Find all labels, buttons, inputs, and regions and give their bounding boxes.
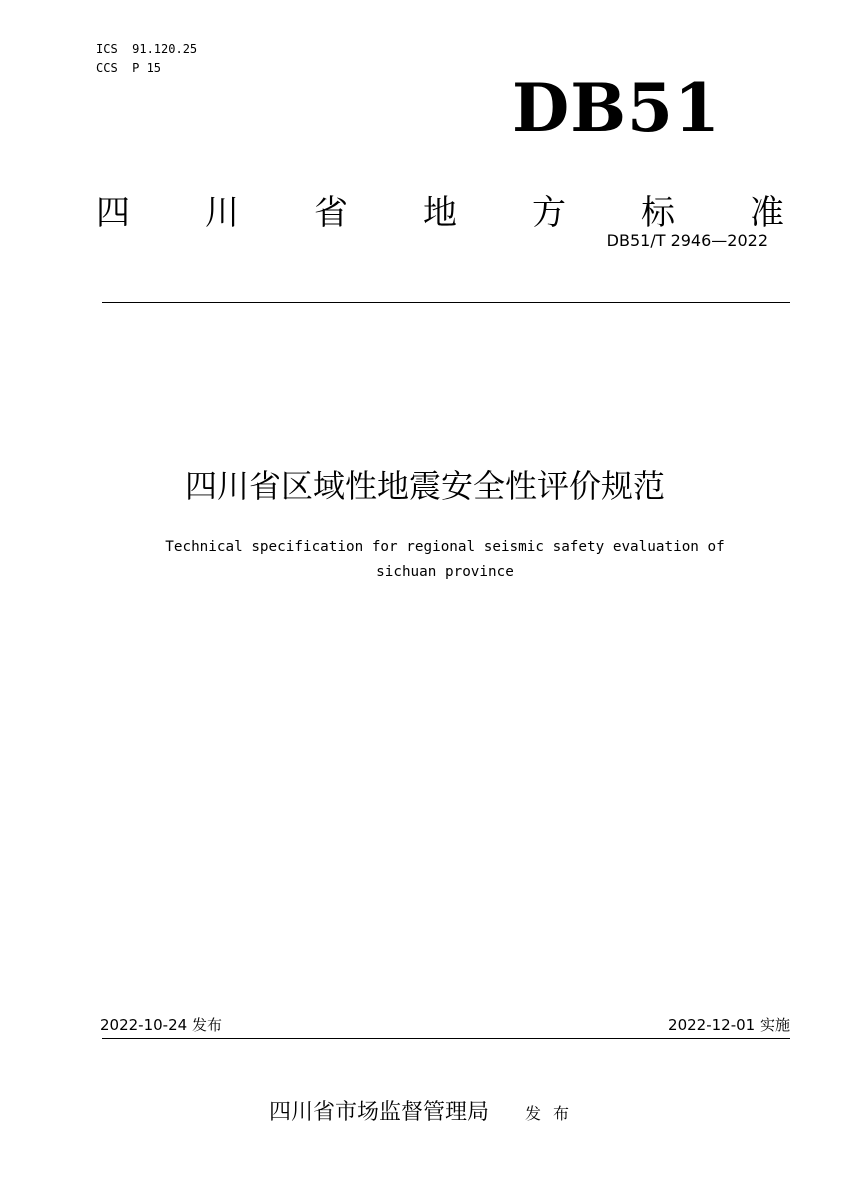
document-title-english [100, 535, 790, 585]
standard-type-char: 省 [314, 192, 348, 233]
standard-number: DB51/T 2946—2022 [606, 231, 768, 250]
top-divider [102, 302, 790, 303]
ics-code: ICS 91.120.25 [96, 42, 198, 56]
standard-type-char: 四 [96, 192, 130, 233]
ccs-code: CCS P 15 [96, 61, 162, 75]
publisher-line [0, 1098, 850, 1129]
english-title-line: sichuan province [376, 564, 514, 580]
issue-date: 2022-10-24 发布 [100, 1016, 222, 1034]
document-title-chinese: 四川省区域性地震安全性评价规范 [184, 467, 665, 505]
english-title-line: Technical specification for regional seismic safety evaluation of [165, 539, 725, 555]
publisher-name: 四川省市场监督管理局 [268, 1100, 489, 1125]
classification-codes [96, 40, 197, 78]
standard-type-heading [96, 187, 784, 231]
standard-type-char: 川 [205, 192, 239, 233]
standard-type-char: 准 [750, 192, 784, 233]
publish-action: 发布 [525, 1104, 582, 1123]
standard-logo: DB51 [512, 69, 721, 147]
implementation-date: 2022-12-01 实施 [668, 1016, 790, 1034]
standard-type-char: 方 [532, 192, 566, 233]
bottom-divider [102, 1038, 790, 1039]
standard-type-char: 地 [423, 192, 457, 233]
standard-type-char: 标 [641, 192, 675, 233]
